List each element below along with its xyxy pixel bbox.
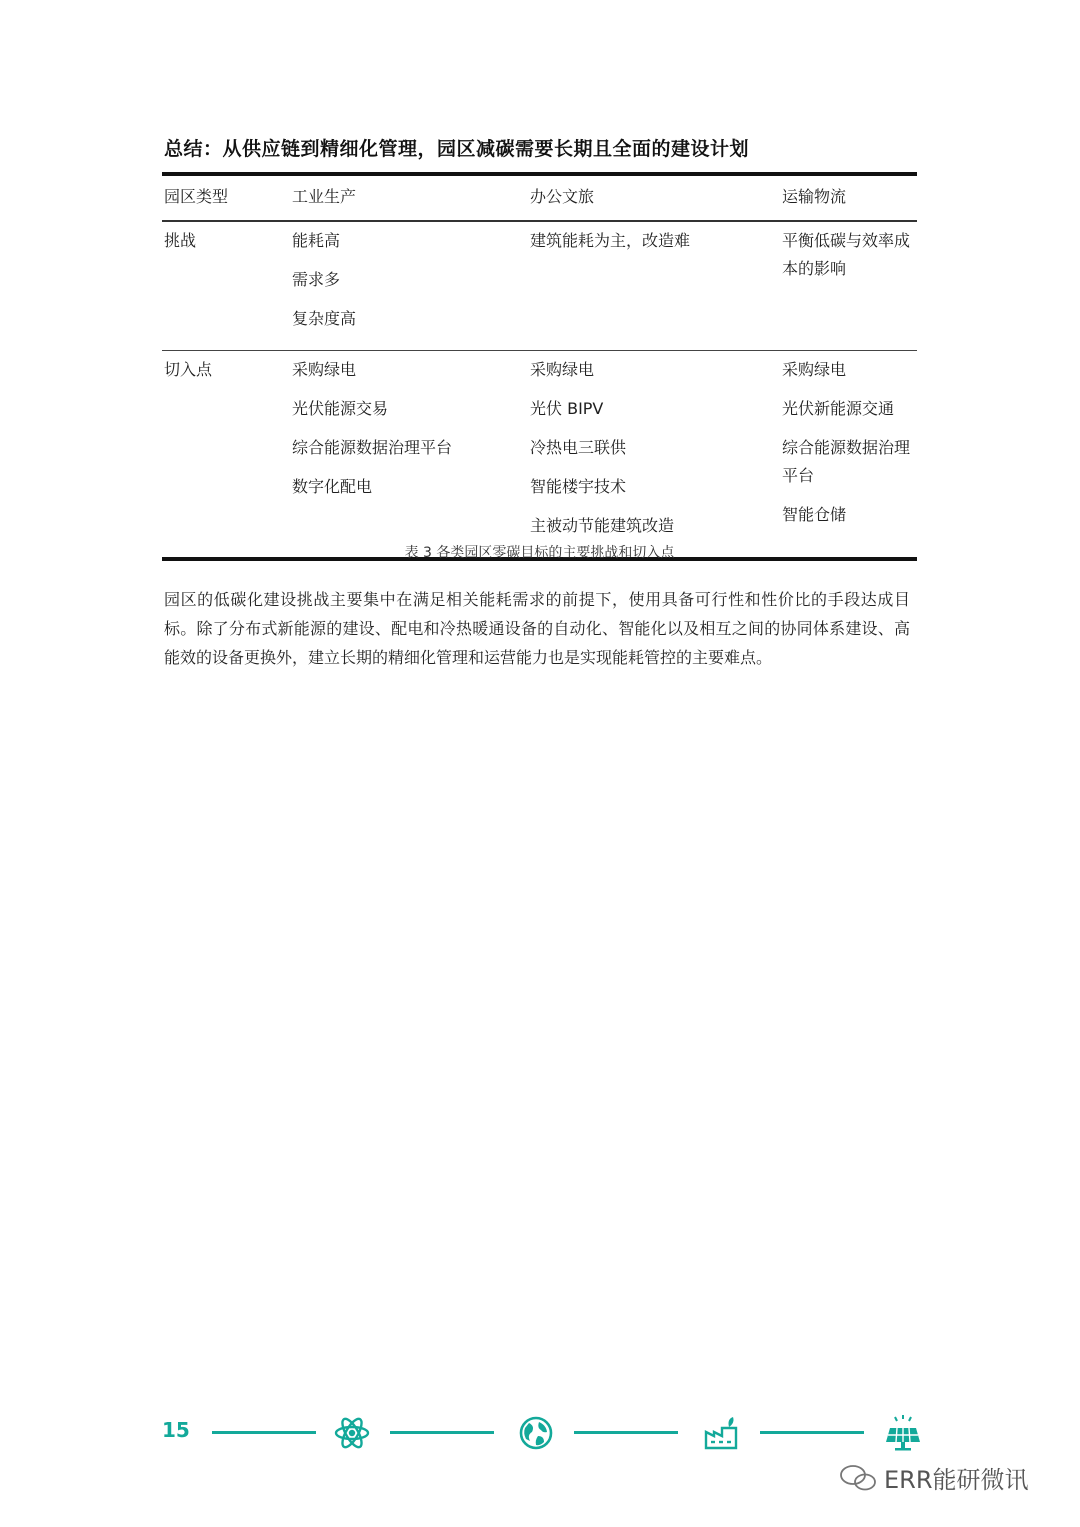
solar-panel-icon <box>884 1414 922 1452</box>
header-office: 办公文旅 <box>530 187 595 206</box>
list-item: 数字化配电 <box>292 477 373 496</box>
list-item: 综合能源数据治理平台 <box>782 438 911 485</box>
footer-rule <box>390 1431 494 1434</box>
list-item: 冷热电三联供 <box>530 438 627 457</box>
list-item: 主被动节能建筑改造 <box>530 516 675 535</box>
footer-rule <box>760 1431 864 1434</box>
office-cell <box>530 351 782 557</box>
list-item: 智能仓储 <box>782 505 847 524</box>
row-label: 挑战 <box>164 231 197 250</box>
header-logistics: 运输物流 <box>782 187 847 206</box>
table-row-challenges <box>162 222 917 351</box>
list-item: 采购绿电 <box>292 360 357 379</box>
list-item: 智能楼宇技术 <box>530 477 627 496</box>
list-item: 光伏新能源交通 <box>782 399 895 418</box>
table-header-row <box>162 176 917 222</box>
list-item: 能耗高 <box>292 231 341 250</box>
logistics-cell <box>782 351 917 557</box>
table-row-entry-points <box>162 351 917 561</box>
list-item: 光伏能源交易 <box>292 399 389 418</box>
industrial-cell <box>292 351 530 557</box>
list-item: 采购绿电 <box>530 360 595 379</box>
wechat-icon <box>838 1463 878 1493</box>
list-item: 需求多 <box>292 270 341 289</box>
body-paragraph: 园区的低碳化建设挑战主要集中在满足相关能耗需求的前提下，使用具备可行性和性价比的手段达成目标。除了分布式新能源的建设、配电和冷热暖通设备的自动化、智能化以及相互之间的协同体系建设、高能效的设备更换外，建立长期的精细化管理和运营能力也是实现能耗管控的主要难点。 <box>164 590 910 667</box>
header-industrial: 工业生产 <box>292 187 357 206</box>
footer-rule <box>212 1431 316 1434</box>
section-heading: 总结：从供应链到精细化管理，园区减碳需要长期且全面的建设计划 <box>164 138 750 160</box>
list-item: 平衡低碳与效率成本的影响 <box>782 231 911 278</box>
header-zone-type: 园区类型 <box>164 187 229 206</box>
globe-icon <box>517 1414 555 1452</box>
list-item: 光伏 BIPV <box>530 399 604 418</box>
logistics-cell <box>782 222 917 350</box>
page-number: 15 <box>162 1418 190 1442</box>
factory-icon <box>702 1414 740 1452</box>
industrial-cell <box>292 222 530 350</box>
office-cell <box>530 222 782 350</box>
list-item: 建筑能耗为主，改造难 <box>530 231 691 250</box>
footer-rule <box>574 1431 678 1434</box>
row-label: 切入点 <box>164 360 213 379</box>
list-item: 复杂度高 <box>292 309 357 328</box>
zone-table <box>162 172 917 561</box>
table-caption: 表 3 各类园区零碳目标的主要挑战和切入点 <box>404 545 675 561</box>
atom-icon <box>333 1414 371 1452</box>
watermark <box>838 1460 1029 1495</box>
list-item: 采购绿电 <box>782 360 847 379</box>
page-footer <box>162 1410 922 1454</box>
list-item: 综合能源数据治理平台 <box>292 438 453 457</box>
watermark-text: ERR能研微讯 <box>884 1466 1029 1494</box>
